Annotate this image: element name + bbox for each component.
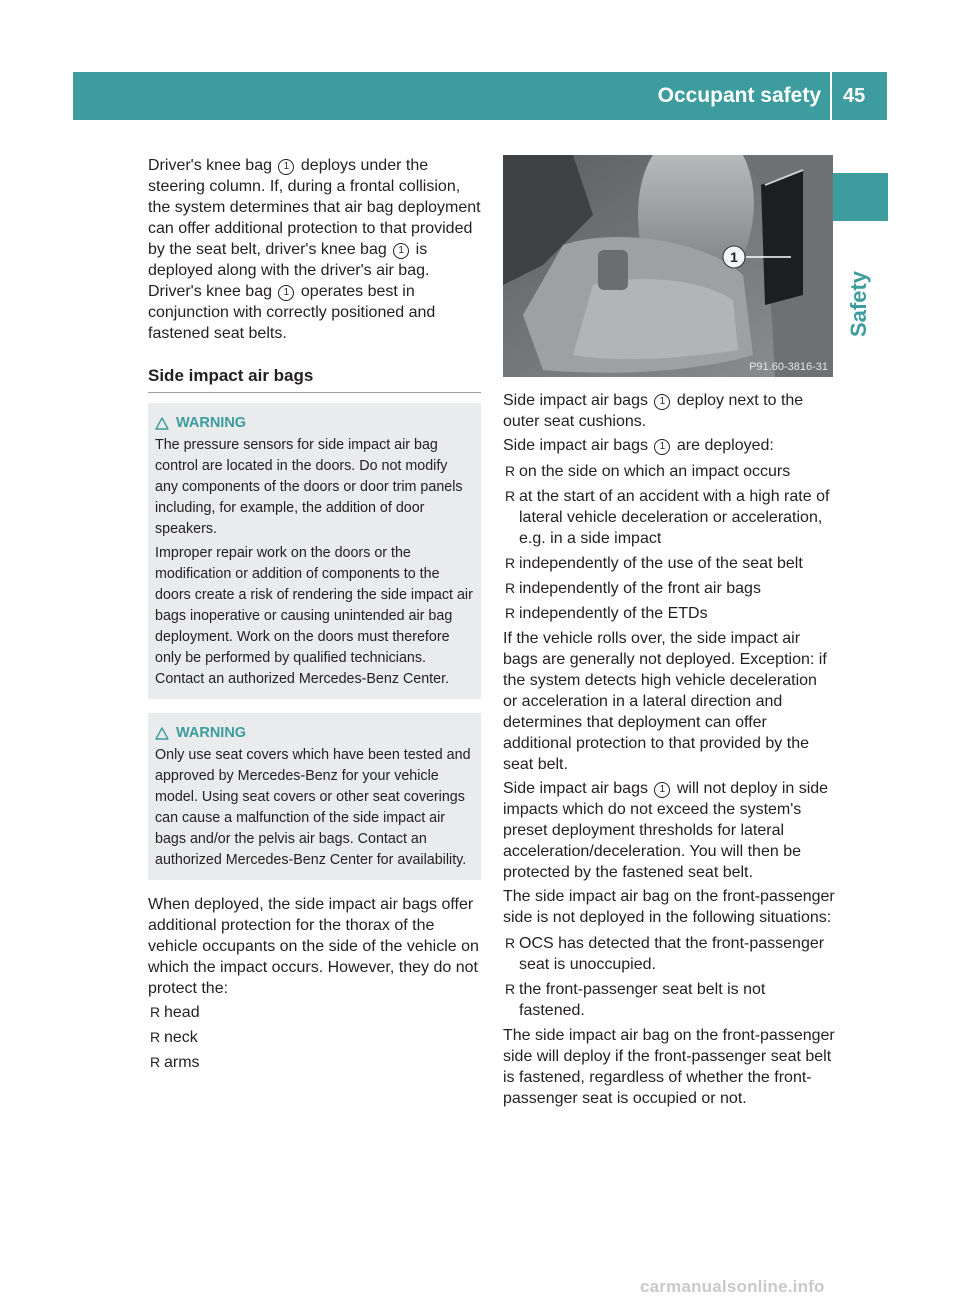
intro-text-1: Driver's knee bag xyxy=(148,157,272,174)
warning-triangle-icon xyxy=(155,417,169,430)
seat-illustration xyxy=(503,155,833,377)
deploy-paragraph: When deployed, the side impact air bags offer additional protection for the thorax of the vehicle occupants on the side of the vehicle on which the impact occurs. However, they do not protect the: xyxy=(148,896,479,997)
header-bar xyxy=(73,72,887,120)
front-passenger-paragraph: The side impact air bag on the front-passenger side is not deployed in the following situations: xyxy=(503,888,835,926)
list-item: R neck xyxy=(148,1027,481,1048)
section-heading: Side impact air bags xyxy=(148,364,481,393)
list-item: R at the start of an accident with a high rate of lateral vehicle deceleration or acceleration, e.g. in a side impact xyxy=(503,486,835,549)
list-item: R head xyxy=(148,1002,481,1023)
warning-text: Only use seat covers which have been tested and approved by Mercedes-Benz for your vehicle model. Using seat covers or other seat coverings can cause a malfunction of the side impact air bags and/or the pelvis air bags. Contact an authorized Mercedes-Benz Center for availability. xyxy=(155,747,471,868)
page-number: 45 xyxy=(843,85,866,107)
warning-triangle-icon xyxy=(155,727,169,740)
list-item: R on the side on which an impact occurs xyxy=(503,461,835,482)
list-item: R OCS has detected that the front-passenger seat is unoccupied. xyxy=(503,933,835,975)
not-deployed-list xyxy=(503,933,835,1021)
warning-box-1 xyxy=(148,403,481,699)
intro-text-4: operates best in conjunction with correctly positioned and fastened seat belts. xyxy=(148,283,436,342)
text: are deployed: xyxy=(676,437,774,454)
warning-text: Improper repair work on the doors or the modification or addition of components to the doors create a risk of rendering the side impact air bags inoperative or causing unintended air bag deployment. Work on the doors must therefore only be performed by qualified technicians. Contact an authorized Mercedes-Benz Center. xyxy=(155,545,473,687)
list-item: R independently of the front air bags xyxy=(503,578,835,599)
list-item: R arms xyxy=(148,1052,481,1073)
intro-text-3: is deployed along with the driver's air bag. Driver's knee bag xyxy=(148,241,430,300)
intro-paragraph xyxy=(148,155,481,344)
closing-paragraph: The side impact air bag on the front-passenger side will deploy if the front-passenger seat belt is fastened, regardless of whether the front-passenger seat is occupied or not. xyxy=(503,1027,835,1107)
warning-title xyxy=(155,723,474,743)
text: deploy next to the outer seat cushions. xyxy=(503,392,804,430)
callout-ref: 1 xyxy=(278,159,294,175)
rollover-paragraph: If the vehicle rolls over, the side impact air bags are generally not deployed. Exception: if the system detects high vehicle deceleration or acceleration in a lateral direction and determines that deployment can offer additional protection to that provided by the seat belt. xyxy=(503,630,827,773)
body-parts-list xyxy=(148,1002,481,1073)
list-item: R independently of the ETDs xyxy=(503,603,835,624)
warning-title-text: WARNING xyxy=(176,725,247,741)
watermark: carmanualsonline.info xyxy=(640,1277,825,1296)
side-tab-label: Safety xyxy=(846,270,871,337)
warning-title-text: WARNING xyxy=(176,415,247,431)
callout-ref: 1 xyxy=(393,243,409,259)
text: Side impact air bags xyxy=(503,780,648,797)
text: will not deploy in side impacts which do not exceed the system's preset deployment thresholds for lateral acceleration/deceleration. You will then be protected by the fastened seat belt. xyxy=(503,780,829,881)
side-airbag-photo xyxy=(503,155,833,377)
figure-code: P91.60-3816-31 xyxy=(749,361,828,373)
text: Side impact air bags xyxy=(503,437,648,454)
figure-callout: 1 xyxy=(730,249,738,265)
callout-ref: 1 xyxy=(654,394,670,410)
header-divider xyxy=(830,72,832,120)
callout-ref: 1 xyxy=(278,285,294,301)
warning-text: The pressure sensors for side impact air bag control are located in the doors. Do not modify any components of the doors or door trim panels including, for example, the addition of door speakers. xyxy=(155,437,463,537)
right-column xyxy=(503,390,835,1112)
list-item: R the front-passenger seat belt is not fastened. xyxy=(503,979,835,1021)
deploy-conditions-list xyxy=(503,461,835,624)
paragraph xyxy=(503,778,835,883)
side-tab xyxy=(832,173,888,221)
list-item: R independently of the use of the seat belt xyxy=(503,553,835,574)
warning-title xyxy=(155,413,474,433)
intro-text-2: deploys under the steering column. If, during a frontal collision, the system determines that air bag deployment can offer additional protection to that provided by the seat belt, driver's knee bag xyxy=(148,157,481,258)
warning-box-2 xyxy=(148,713,481,880)
section-title: Occupant safety xyxy=(657,84,821,107)
callout-ref: 1 xyxy=(654,782,670,798)
callout-ref: 1 xyxy=(654,439,670,455)
left-column xyxy=(148,155,481,1077)
paragraph xyxy=(503,435,835,456)
text: Side impact air bags xyxy=(503,392,648,409)
paragraph xyxy=(503,390,835,432)
